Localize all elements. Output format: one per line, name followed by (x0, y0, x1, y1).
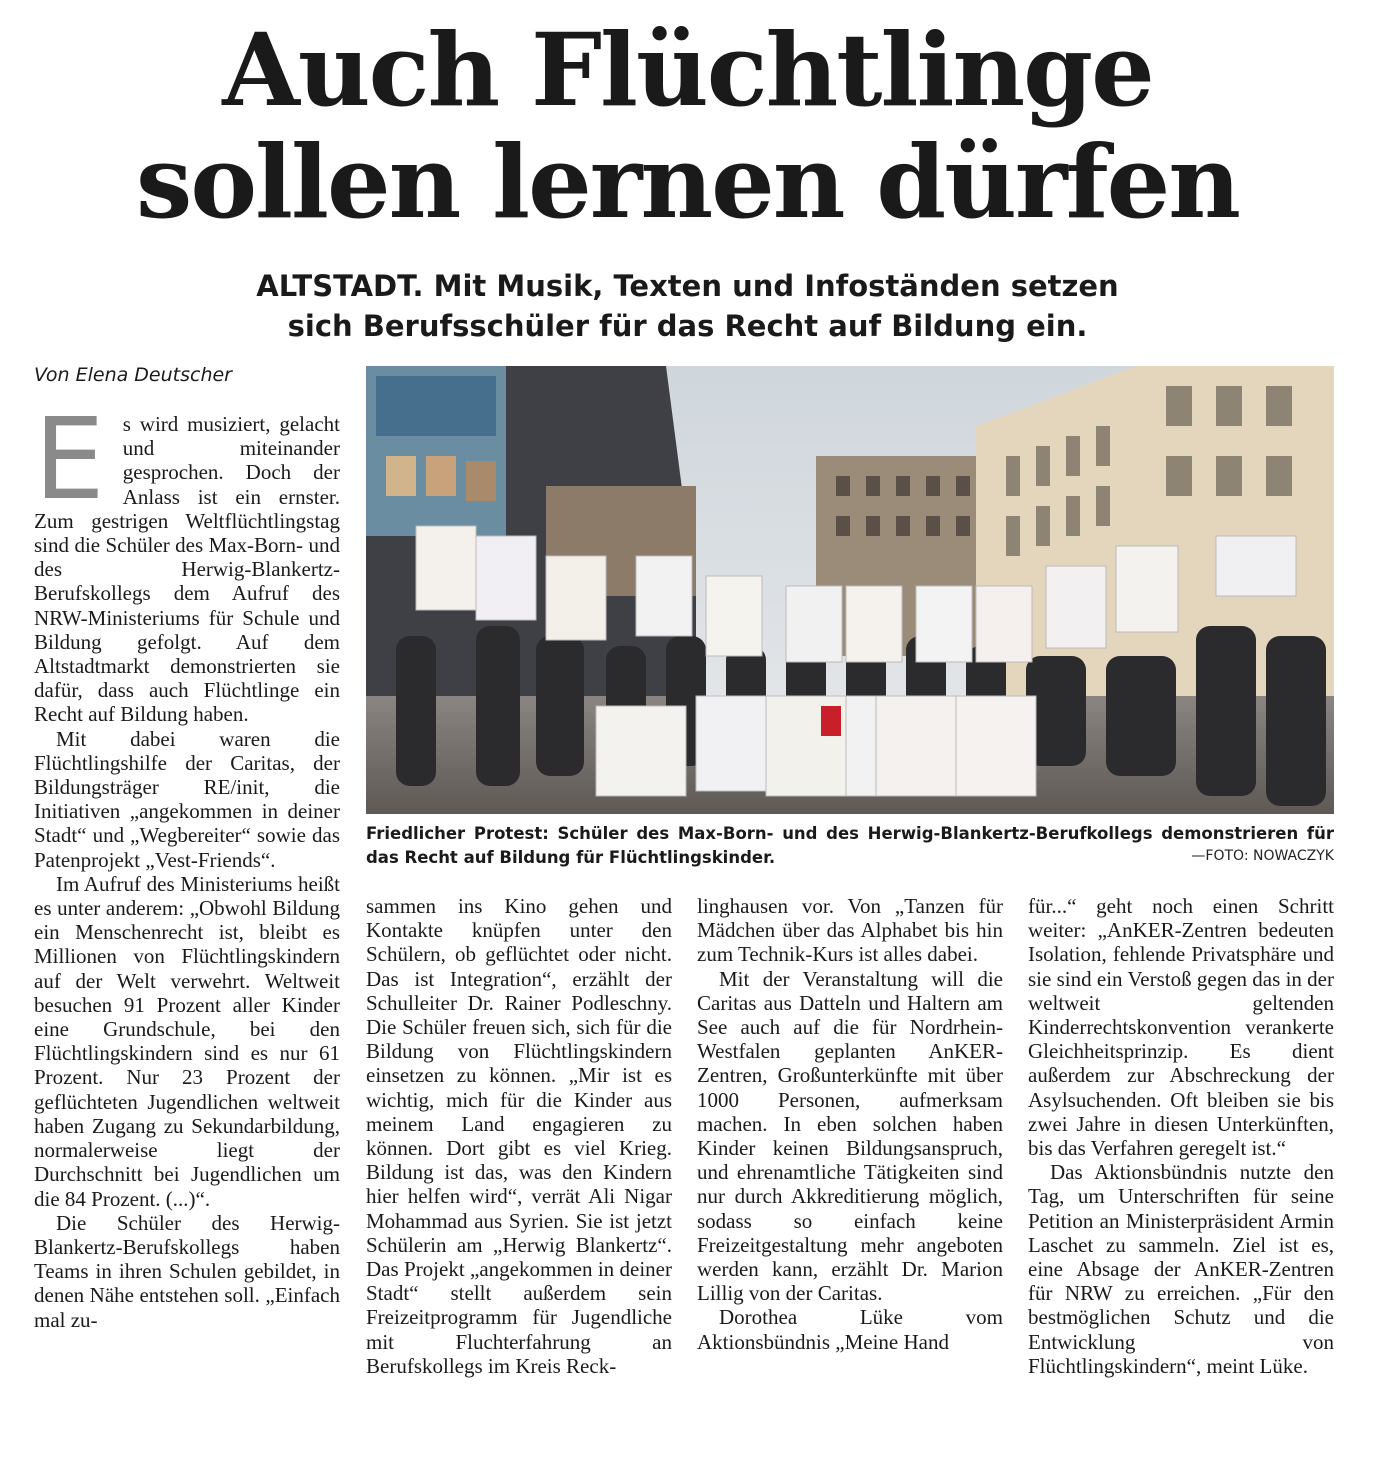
article-column-2 (366, 894, 672, 1378)
headline-line-2: sollen lernen dürfen (136, 123, 1239, 241)
headline-line-1: Auch Flüchtlinge (222, 11, 1153, 129)
paragraph: Mit der Veranstaltung will die Caritas aus Datteln und Haltern am See auch auf die für Nordrhein-Westfalen geplanten AnKER-Zentren, Großunterkünfte mit über 1000 Personen, aufmerksam machen. In eben solchen haben Kinder keinen Bildungsanspruch, und ehrenamtliche Tätigkeiten sind nur durch Akkreditierung möglich, sodass so einfach keine Freizeitgestaltung mehr angeboten werden kann, erzählt Dr. Marion Lillig von der Caritas. (697, 966, 1003, 1306)
protest-photo-illustration (366, 366, 1334, 814)
paragraph: Die Schüler des Herwig-Blankertz-Berufskollegs haben Teams in ihren Schulen gebildet, in denen Nähe entstehen soll. „Einfach mal zu- (34, 1210, 340, 1332)
paragraph: s wird musiziert, gelacht und miteinander gesprochen. Doch der Anlass ist ein ernster. Zum gestrigen Weltflüchtlingstag sind die Schüler des Max-Born- und des Herwig-Blankertz-Berufskollegs dem Aufruf des NRW-Ministeriums für Schule und Bildung gefolgt. Auf dem Altstadtmarkt demonstrierten sie dafür, dass auch Flüchtlinge ein Recht auf Bildung haben. (34, 412, 340, 727)
paragraph: Im Aufruf des Ministeriums heißt es unter anderem: „Obwohl Bildung ein Menschenrecht ist, bleibt es Millionen von Flüchtlingskindern auf der Welt verwehrt. Weltweit besuchen 91 Prozent aller Kinder eine Grundschule, bei den Flüchtlingskindern sind es nur 61 Prozent. Nur 23 Prozent der geflüchteten Jugendlichen weltweit haben Zugang zu Sekundarbildung, normalerweise liegt der Durchschnitt bei Jugendlichen um die 84 Prozent. (...)“. (34, 871, 340, 1211)
article-column-4 (1028, 894, 1334, 1378)
article-column-1 (34, 395, 340, 1332)
subheadline-line-2: sich Berufsschüler für das Recht auf Bildung ein. (287, 309, 1088, 343)
paragraph: Dorothea Lüke vom Aktionsbündnis „Meine Hand (697, 1305, 1003, 1354)
article-column-3 (697, 894, 1003, 1354)
paragraph: linghausen vor. Von „Tanzen für Mädchen über das Alphabet bis hin zum Technik-Kurs ist alles dabei. (697, 894, 1003, 967)
subheadline (0, 266, 1375, 346)
paragraph: für...“ geht noch einen Schritt weiter: „AnKER-Zentren bedeuten Isolation, fehlende Privatsphäre und sie sind ein Verstoß gegen das in der weltweit geltenden Kinderrechtskonvention verankerte Gleichheitsprinzip. Es dient außerdem zur Abschreckung der Asylsuchenden. Oft bleiben sie bis zwei Jahre in diesen Unterkünften, bis das Verfahren geregelt ist.“ (1028, 894, 1334, 1161)
subheadline-line-1: ALTSTADT. Mit Musik, Texten und Infoständen setzen (256, 269, 1119, 303)
paragraph: sammen ins Kino gehen und Kontakte knüpfen unter den Schülern, ob geflüchtet oder nicht. Das ist Integration“, erzählt der Schulleiter Dr. Rainer Podleschny. Die Schüler freuen sich, sich für die Bildung von Flüchtlingskindern einsetzen zu können. „Mir ist es wichtig, mich für die Kinder aus meinem Land engagieren zu können. Dort gibt es viel Krieg. Bildung ist das, was den Kindern hier helfen wird“, verrät Ali Nigar Mohammad aus Syrien. Sie ist jetzt Schülerin am „Herwig Blankertz“. Das Projekt „angekommen in deiner Stadt“ stellt außerdem sein Freizeitprogramm für Jugendliche mit Fluchterfahrung an Berufskollegs im Kreis Reck- (366, 894, 672, 1378)
photo-caption: Friedlicher Protest: Schüler des Max-Born- und des Herwig-Blankertz-Berufkollegs demonstrieren für das Recht auf Bildung für Flüchtlingskinder. (366, 824, 1334, 867)
headline (0, 11, 1375, 241)
drop-cap: E (34, 395, 105, 525)
paragraph: Das Aktionsbündnis nutzte den Tag, um Unterschriften für seine Petition an Ministerpräsident Armin Laschet zu sammeln. Ziel ist es, eine Absage der AnKER-Zentren für NRW zu erreichen. „Für den bestmöglichen Schutz und die Entwicklung von Flüchtlingskindern“, meint Lüke. (1028, 1160, 1334, 1378)
photo-credit: —FOTO: NOWACZYK (1191, 848, 1334, 864)
paragraph: Mit dabei waren die Flüchtlingshilfe der Caritas, der Bildungsträger RE/init, die Initiativen „angekommen in deiner Stadt“ und „Wegbereiter“ sowie das Patenprojekt „Vest-Friends“. (34, 726, 340, 872)
article-photo (366, 366, 1334, 814)
byline: Von Elena Deutscher (34, 364, 232, 386)
